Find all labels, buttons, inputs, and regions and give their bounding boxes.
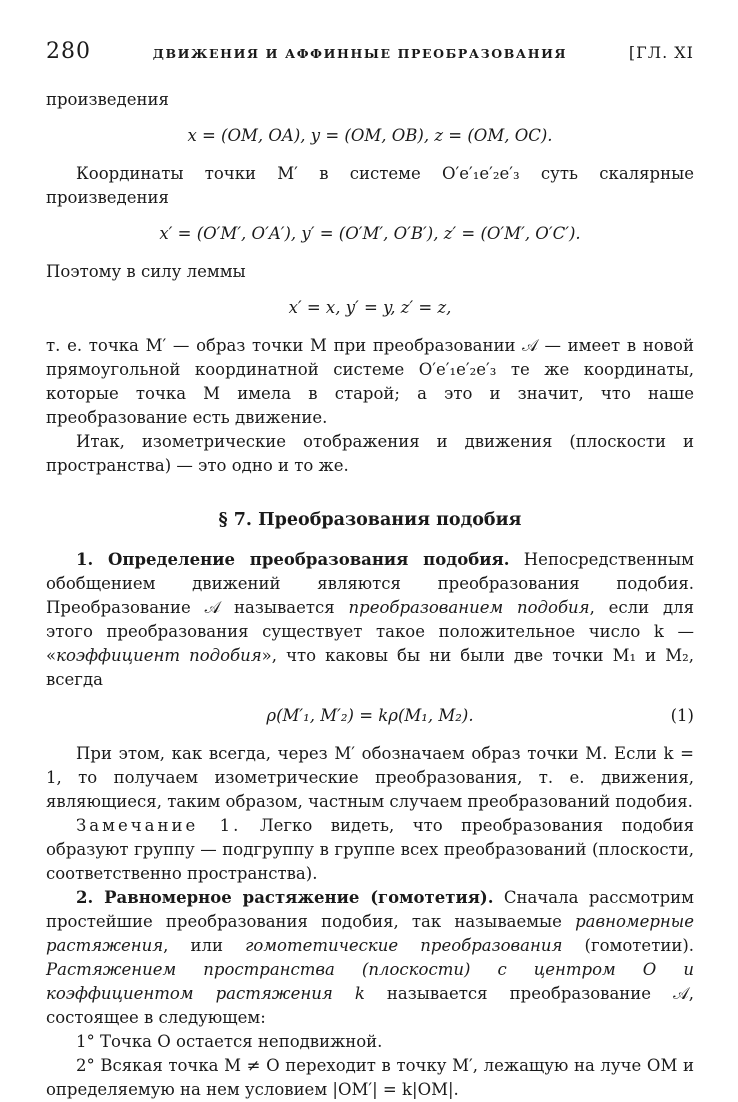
paragraph-summary: Итак, изометрические отображения и движения (плоскости и пространства) — это одно и то же. bbox=[46, 432, 694, 475]
formula-coordinates: x = (OM, OA), y = (OM, OB), z = (OM, OC). bbox=[187, 126, 553, 145]
subsection-heading-2: 2. Равномерное растяжение (гомотетия). bbox=[76, 888, 494, 907]
term-similarity-transformation: преобразованием подобия bbox=[348, 598, 590, 617]
term-uniform-stretching: равномерные растяжения bbox=[46, 912, 694, 955]
paragraph-remark bbox=[46, 814, 694, 886]
remark-label: Замечание 1. bbox=[76, 816, 242, 835]
formula-equality: x′ = x, y′ = y, z′ = z, bbox=[288, 298, 452, 317]
remark-text: Легко видеть, что преобразования подобия образуют группу — подгруппу в группе всех преобразований (плоскости, соответственно пространства). bbox=[46, 816, 694, 883]
section-title: § 7. Преобразования подобия bbox=[218, 510, 522, 530]
homothety-definition: Растяжением пространства (плоскости) с центром O и коэффициентом растяжения k bbox=[46, 960, 694, 1003]
paragraph-products: произведения bbox=[46, 90, 169, 109]
page-number: 280 bbox=[46, 39, 91, 64]
homothety-text-c: (гомотетии). bbox=[562, 936, 694, 955]
definition-text-c: », что каковы бы ни были две точки M₁ и M₂, всегда bbox=[46, 646, 694, 689]
definition-text-b: , если для этого преобразования существует такое положительное число k — « bbox=[46, 598, 694, 665]
paragraph-homothety bbox=[46, 886, 694, 1030]
paragraph-lemma: Поэтому в силу леммы bbox=[46, 262, 246, 281]
homothety-text-a: Сначала рассмотрим простейшие преобразования подобия, так называемые bbox=[46, 888, 695, 931]
definition-text-a: Непосредственным обобщением движений являются преобразования подобия. Преобразование 𝒜 называется bbox=[46, 550, 694, 617]
equation-number: (1) bbox=[670, 706, 694, 725]
paragraph-definition bbox=[46, 548, 694, 692]
homothety-text-d: называется преобразование 𝒜, состоящее в следующем: bbox=[46, 984, 694, 1027]
running-title: ДВИЖЕНИЯ И АФФИННЫЕ ПРЕОБРАЗОВАНИЯ bbox=[152, 46, 568, 61]
chapter-reference: [ГЛ. XI bbox=[628, 43, 694, 62]
formula-similarity-expression: ρ(M′₁, M′₂) = kρ(M₁, M₂). bbox=[266, 706, 474, 725]
homothety-text-b: , или bbox=[163, 936, 246, 955]
term-homothetic-transformations: гомотетические преобразования bbox=[245, 936, 563, 955]
paragraph-special-case: При этом, как всегда, через M′ обозначаем образ точки M. Если k = 1, то получаем изометрические преобразования, т. е. движения, являющиеся, таким образом, частным случаем преобразований подобия. bbox=[46, 744, 694, 811]
paragraph-new-coordinates: Координаты точки M′ в системе O′e′₁e′₂e′₃ суть скалярные произведения bbox=[46, 164, 694, 207]
list-item-2: 2° Всякая точка M ≠ O переходит в точку M′, лежащую на луче OM и определяемую на нем условием |OM′| = k|OM|. bbox=[46, 1056, 694, 1099]
formula-similarity bbox=[46, 704, 694, 728]
list-item-1: 1° Точка O остается неподвижной. bbox=[76, 1032, 383, 1051]
formula-new-coordinates: x′ = (O′M′, O′A′), y′ = (O′M′, O′B′), z′ = (O′M′, O′C′). bbox=[159, 224, 581, 243]
subsection-heading-1: 1. Определение преобразования подобия. bbox=[76, 550, 510, 569]
term-similarity-coefficient: коэффициент подобия bbox=[56, 646, 262, 665]
page-header bbox=[46, 40, 694, 66]
paragraph-conclusion: т. е. точка M′ — образ точки M при преобразовании 𝒜 — имеет в новой прямоугольной координатной системе O′e′₁e′₂e′₃ те же координаты, которые точка M имела в старой; а это и значит, что наше преобразование есть движение. bbox=[46, 336, 694, 427]
